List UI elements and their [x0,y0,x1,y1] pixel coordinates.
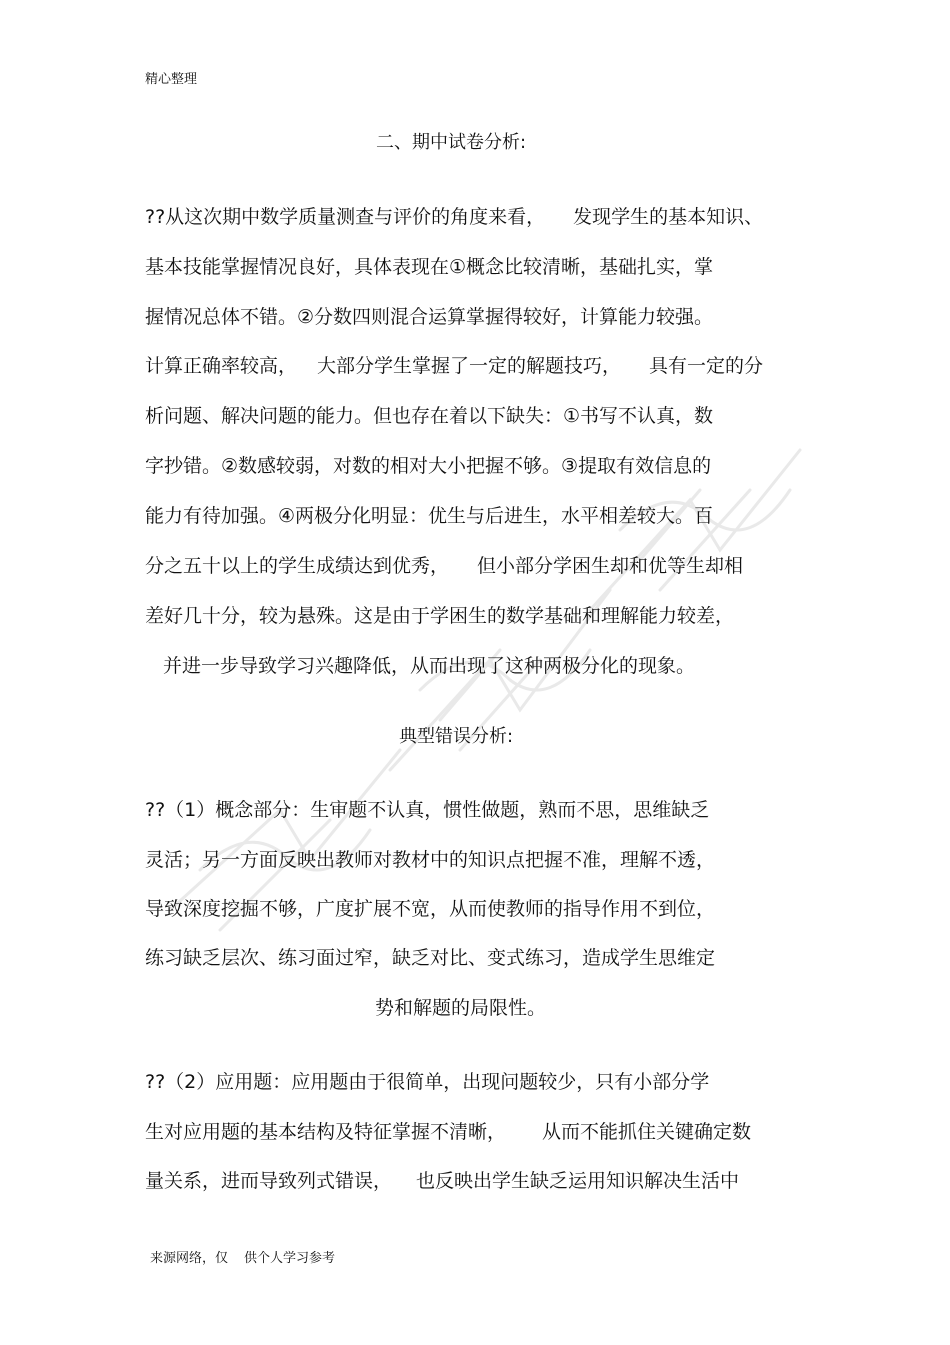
paragraph-line [145,452,711,480]
line-text: 量关系，进而导致列式错误， [145,1170,393,1192]
line-text: 分之五十以上的学生成绩达到优秀， [145,555,450,577]
paragraph-line [145,253,713,281]
paragraph-line [145,552,743,580]
paragraph-line [163,652,695,680]
footer-text: 来源网络，仅 [150,1251,229,1266]
line-text: 握情况总体不错。②分数四则混合运算掌握得较好，计算能力较强。 [145,306,714,328]
paragraph-line: 导致深度挖掘不够，广度扩展不宽，从而使教师的指导作用不到位， [145,898,716,920]
paragraph-line: 灵活；另一方面反映出教师对教材中的知识点把握不准，理解不透， [145,849,716,871]
line-text: 具有一定的分 [649,355,764,377]
subheading: 典型错误分析: [399,726,514,747]
section-title: 二、期中试卷分析: [376,132,527,153]
line-text: 但小部分学困生却和优等生却相 [477,555,744,577]
footer-text: 供个人学习参考 [244,1251,336,1266]
line-text: 能力有待加强。④两极分化明显：优生与后进生，水平相差较大。百 [145,505,714,527]
paragraph-line [145,502,713,530]
line-text: 析问题、解决问题的能力。但也存在着以下缺失：①书写不认真，数 [145,405,714,427]
paragraph-line: 练习缺乏层次、练习面过窄，缺乏对比、变式练习，造成学生思维定 [145,947,716,969]
paragraph-line [145,303,713,331]
line-text: 并进一步导致学习兴趣降低，从而出现了这种两极分化的现象。 [163,655,696,677]
line-text: 发现学生的基本知识、 [573,206,764,228]
line-text: 字抄错。②数感较弱，对数的相对大小把握不够。③提取有效信息的 [145,455,712,477]
paragraph-line: ??（1）概念部分：生审题不认真，惯性做题，熟而不思，思维缺乏 [145,799,710,821]
paragraph-line: 势和解题的局限性。 [375,997,547,1019]
line-text: 也反映出学生缺乏运用知识解决生活中 [416,1170,740,1192]
paragraph-line [145,602,734,630]
footer-note [150,1249,335,1269]
paragraph-line [145,1118,751,1146]
line-text: 大部分学生掌握了一定的解题技巧， [317,355,622,377]
line-text: 差好几十分，较为悬殊。这是由于学困生的数学基础和理解能力较差， [145,605,735,627]
line-text: ??从这次期中数学质量测查与评价的角度来看， [145,206,546,228]
line-text: 生对应用题的基本结构及特征掌握不清晰， [145,1121,507,1143]
paragraph-line [145,352,763,380]
line-text: 从而不能抓住关键确定数 [542,1121,752,1143]
paragraph-line [145,1167,739,1195]
paragraph-line [145,402,713,430]
header-note: 精心整理 [145,72,198,87]
line-text: 基本技能掌握情况良好，具体表现在①概念比较清晰，基础扎实，掌 [145,256,714,278]
paragraph-line [145,203,763,231]
paragraph-line: ??（2）应用题：应用题由于很简单，出现问题较少，只有小部分学 [145,1071,710,1093]
line-text: 计算正确率较高， [145,355,298,377]
